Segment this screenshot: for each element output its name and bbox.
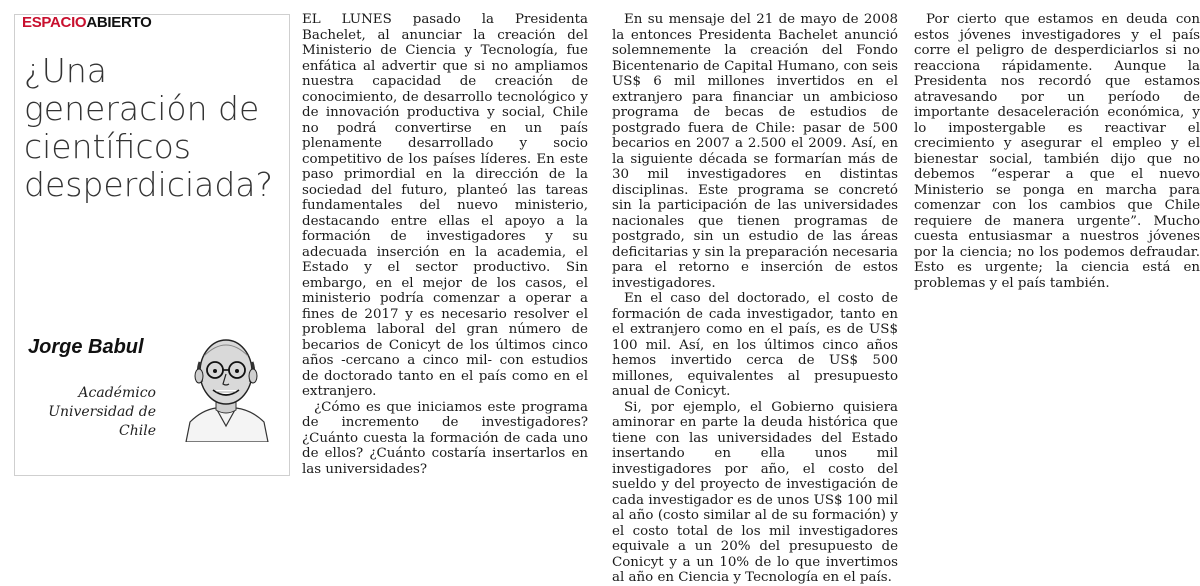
affiliation-line-3: Chile bbox=[119, 423, 156, 439]
paragraph: Si, por ejemplo, el Gobierno quisiera aminorar en parte la deuda histórica que tiene con las universidades del Estado insertando en ella unos mil investigadores por año, el costo del sueldo y del proyecto de investigación de cada investigador es de unos US$ 100 mil al año (costo similar al de su formación) y el costo total de los mil investigadores equivale a un 20% del presupuesto de Conicyt y a un 10% de lo que invertimos al año en Ciencia y Tecnología en el país. bbox=[612, 399, 898, 585]
article-column-2 bbox=[612, 12, 898, 586]
affiliation-line-1: Académico bbox=[78, 385, 156, 401]
author-affiliation bbox=[20, 384, 156, 441]
paragraph: En su mensaje del 21 de mayo de 2008 la entonces Presidenta Bachelet anunció solemnemente la creación del Fondo Bicentenario de Capital Humano, con seis US$ 6 mil millones invertidos en el extranjero para financiar un ambicioso programa de becas de estudios de postgrado fuera de Chile: pasar de 500 becarios en 2007 a 2.500 el 2009. Así, en la siguiente década se formarían más de 30 mil investigadores en distintas disciplinas. Este programa se concretó sin la participación de las universidades nacionales que tienen programas de postgrado, sin un estudio de las áreas deficitarias y sin la preparación necesaria para el retorno e inserción de estos investigadores. bbox=[612, 12, 898, 291]
paragraph: En el caso del doctorado, el costo de formación de cada investigador, tanto en el extranjero como en el país, es de US$ 100 mil. Así, en los últimos cinco años hemos invertido cerca de US$ 500 millones, equivalentes al presupuesto anual de Conicyt. bbox=[612, 291, 898, 399]
affiliation-line-2: Universidad de bbox=[48, 404, 156, 420]
paragraph: Por cierto que estamos en deuda con estos jóvenes investigadores y el país corre el peligro de desperdiciarlos si no reacciona rápidamente. Aunque la Presidenta nos recordó que estamos atravesando por un período de importante desaceleración económica, y lo impostergable es reactivar el crecimiento y asegurar el empleo y el bienestar social, también dijo que no debemos “esperar a que el nuevo Ministerio se ponga en marcha para comenzar con los cambios que Chile requiere de manera urgente”. Mucho cuesta entusiasmar a nuestros jóvenes por la ciencia; no los podemos defraudar. Esto es urgente; la ciencia está en problemas y el país también. bbox=[914, 12, 1200, 291]
article-column-1 bbox=[302, 12, 588, 477]
article-headline: ¿Una generación de científicos desperdiciada? bbox=[24, 51, 274, 204]
kicker-part-espacio: ESPACIO bbox=[22, 14, 87, 31]
paragraph: EL LUNES pasado la Presidenta Bachelet, al anunciar la creación del Ministerio de Ciencia y Tecnología, fue enfática al advertir que si no ampliamos nuestra capacidad de creación de conocimiento, de desarrollo tecnológico y de innovación productiva y social, Chile no podrá convertirse en un país plenamente desarrollado y socio competitivo de los países líderes. En este paso primordial en la dirección de la sociedad del futuro, planteó las tareas fundamentales del nuevo ministerio, destacando entre ellas el apoyo a la formación de investigadores y su adecuada inserción en la academia, el Estado y el sector productivo. Sin embargo, en el mejor de los casos, el ministerio podría comenzar a operar a fines de 2017 y es necesario resolver el problema laboral del gran número de becarios de Conicyt de los últimos cinco años -cercano a cinco mil- con estudios de doctorado tanto en el país como en el extranjero. bbox=[302, 12, 588, 399]
paragraph: ¿Cómo es que iniciamos este programa de incremento de investigadores? ¿Cuánto cuesta la formación de cada uno de ellos? ¿Cuánto costaría insertarlos en las universidades? bbox=[302, 399, 588, 477]
article-column-3 bbox=[914, 12, 1200, 291]
author-portrait-illustration bbox=[180, 330, 272, 442]
kicker-part-abierto: ABIERTO bbox=[86, 14, 152, 31]
section-kicker bbox=[22, 14, 151, 31]
author-name: Jorge Babul bbox=[28, 336, 144, 358]
